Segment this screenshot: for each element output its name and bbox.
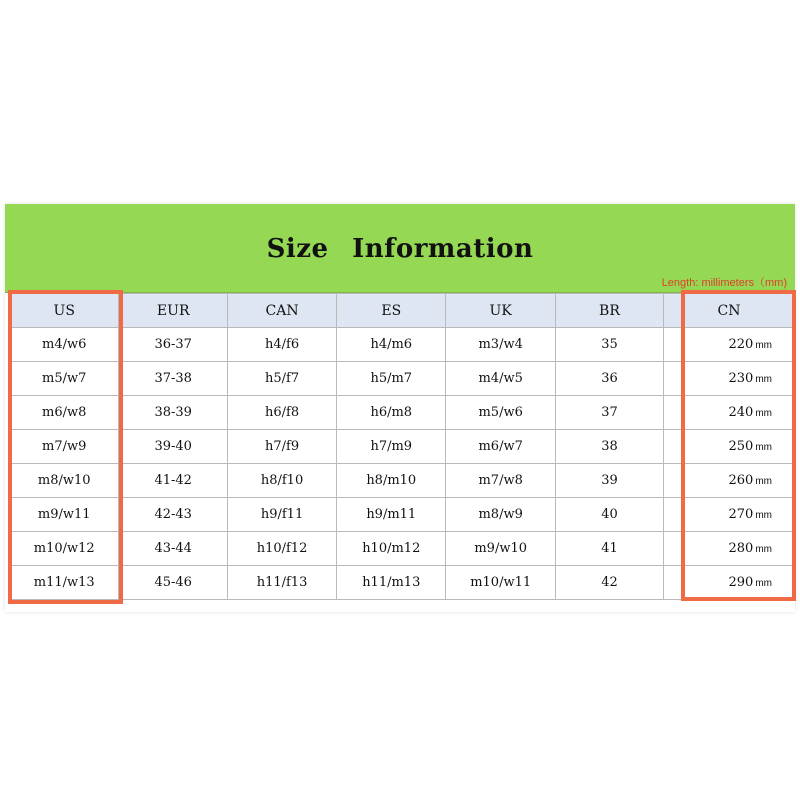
cell-eur: 39-40 [119, 430, 228, 464]
cell-cn [664, 566, 795, 600]
cell-es: h6/m8 [337, 396, 446, 430]
cell-uk: m8/w9 [446, 498, 555, 532]
cn-value: 290 [728, 575, 754, 590]
cell-cn [664, 430, 795, 464]
cell-us: m4/w6 [10, 328, 119, 362]
cell-can: h7/f9 [227, 430, 336, 464]
cell-us: m5/w7 [10, 362, 119, 396]
cell-us: m9/w11 [10, 498, 119, 532]
cell-br: 40 [555, 498, 663, 532]
size-table [9, 293, 795, 600]
cn-value: 240 [728, 405, 754, 420]
cell-uk: m4/w5 [446, 362, 555, 396]
cn-unit: mm [755, 442, 772, 453]
cell-eur: 45-46 [119, 566, 228, 600]
cell-br: 41 [555, 532, 663, 566]
cell-eur: 36-37 [119, 328, 228, 362]
cn-unit: mm [755, 476, 772, 487]
cell-eur: 41-42 [119, 464, 228, 498]
cell-us: m7/w9 [10, 430, 119, 464]
cell-eur: 43-44 [119, 532, 228, 566]
cell-br: 35 [555, 328, 663, 362]
cn-unit: mm [755, 578, 772, 589]
cell-uk: m5/w6 [446, 396, 555, 430]
cell-uk: m9/w10 [446, 532, 555, 566]
column-header-us: US [10, 294, 119, 328]
size-chart-header [5, 204, 795, 293]
cell-es: h5/m7 [337, 362, 446, 396]
table-row [10, 328, 795, 362]
table-row [10, 464, 795, 498]
cell-cn [664, 362, 795, 396]
table-row [10, 532, 795, 566]
table-row [10, 396, 795, 430]
cell-us: m11/w13 [10, 566, 119, 600]
table-header-row [10, 294, 795, 328]
column-header-es: ES [337, 294, 446, 328]
cell-can: h8/f10 [227, 464, 336, 498]
cell-can: h4/f6 [227, 328, 336, 362]
cell-eur: 38-39 [119, 396, 228, 430]
table-row [10, 498, 795, 532]
cell-br: 38 [555, 430, 663, 464]
cell-br: 37 [555, 396, 663, 430]
cell-can: h11/f13 [227, 566, 336, 600]
cell-cn [664, 532, 795, 566]
cell-es: h4/m6 [337, 328, 446, 362]
cn-value: 250 [728, 439, 754, 454]
cell-eur: 37-38 [119, 362, 228, 396]
cn-value: 230 [728, 371, 754, 386]
table-row [10, 430, 795, 464]
cell-br: 39 [555, 464, 663, 498]
cell-us: m8/w10 [10, 464, 119, 498]
cn-value: 220 [728, 337, 754, 352]
column-header-cn: CN [664, 294, 795, 328]
cell-cn [664, 498, 795, 532]
column-header-eur: EUR [119, 294, 228, 328]
column-header-uk: UK [446, 294, 555, 328]
cell-uk: m7/w8 [446, 464, 555, 498]
length-unit-note: Length: millimeters（mm) [661, 277, 787, 289]
cn-unit: mm [755, 510, 772, 521]
cell-uk: m3/w4 [446, 328, 555, 362]
cell-br: 36 [555, 362, 663, 396]
table-row [10, 362, 795, 396]
cell-cn [664, 328, 795, 362]
page-title: Size Information [266, 234, 534, 264]
cell-es: h9/m11 [337, 498, 446, 532]
cell-can: h5/f7 [227, 362, 336, 396]
cell-cn [664, 464, 795, 498]
table-row [10, 566, 795, 600]
column-header-br: BR [555, 294, 663, 328]
cell-es: h8/m10 [337, 464, 446, 498]
table-body [10, 328, 795, 600]
cell-eur: 42-43 [119, 498, 228, 532]
cell-can: h9/f11 [227, 498, 336, 532]
column-header-can: CAN [227, 294, 336, 328]
cell-es: h10/m12 [337, 532, 446, 566]
cn-value: 260 [728, 473, 754, 488]
cell-can: h6/f8 [227, 396, 336, 430]
cn-value: 280 [728, 541, 754, 556]
cn-unit: mm [755, 544, 772, 555]
cn-unit: mm [755, 374, 772, 385]
cell-br: 42 [555, 566, 663, 600]
cell-uk: m6/w7 [446, 430, 555, 464]
cell-uk: m10/w11 [446, 566, 555, 600]
cn-value: 270 [728, 507, 754, 522]
cell-us: m6/w8 [10, 396, 119, 430]
cell-es: h7/m9 [337, 430, 446, 464]
cn-unit: mm [755, 340, 772, 351]
cell-can: h10/f12 [227, 532, 336, 566]
cell-cn [664, 396, 795, 430]
cell-es: h11/m13 [337, 566, 446, 600]
size-chart-card [5, 204, 795, 612]
cell-us: m10/w12 [10, 532, 119, 566]
cn-unit: mm [755, 408, 772, 419]
